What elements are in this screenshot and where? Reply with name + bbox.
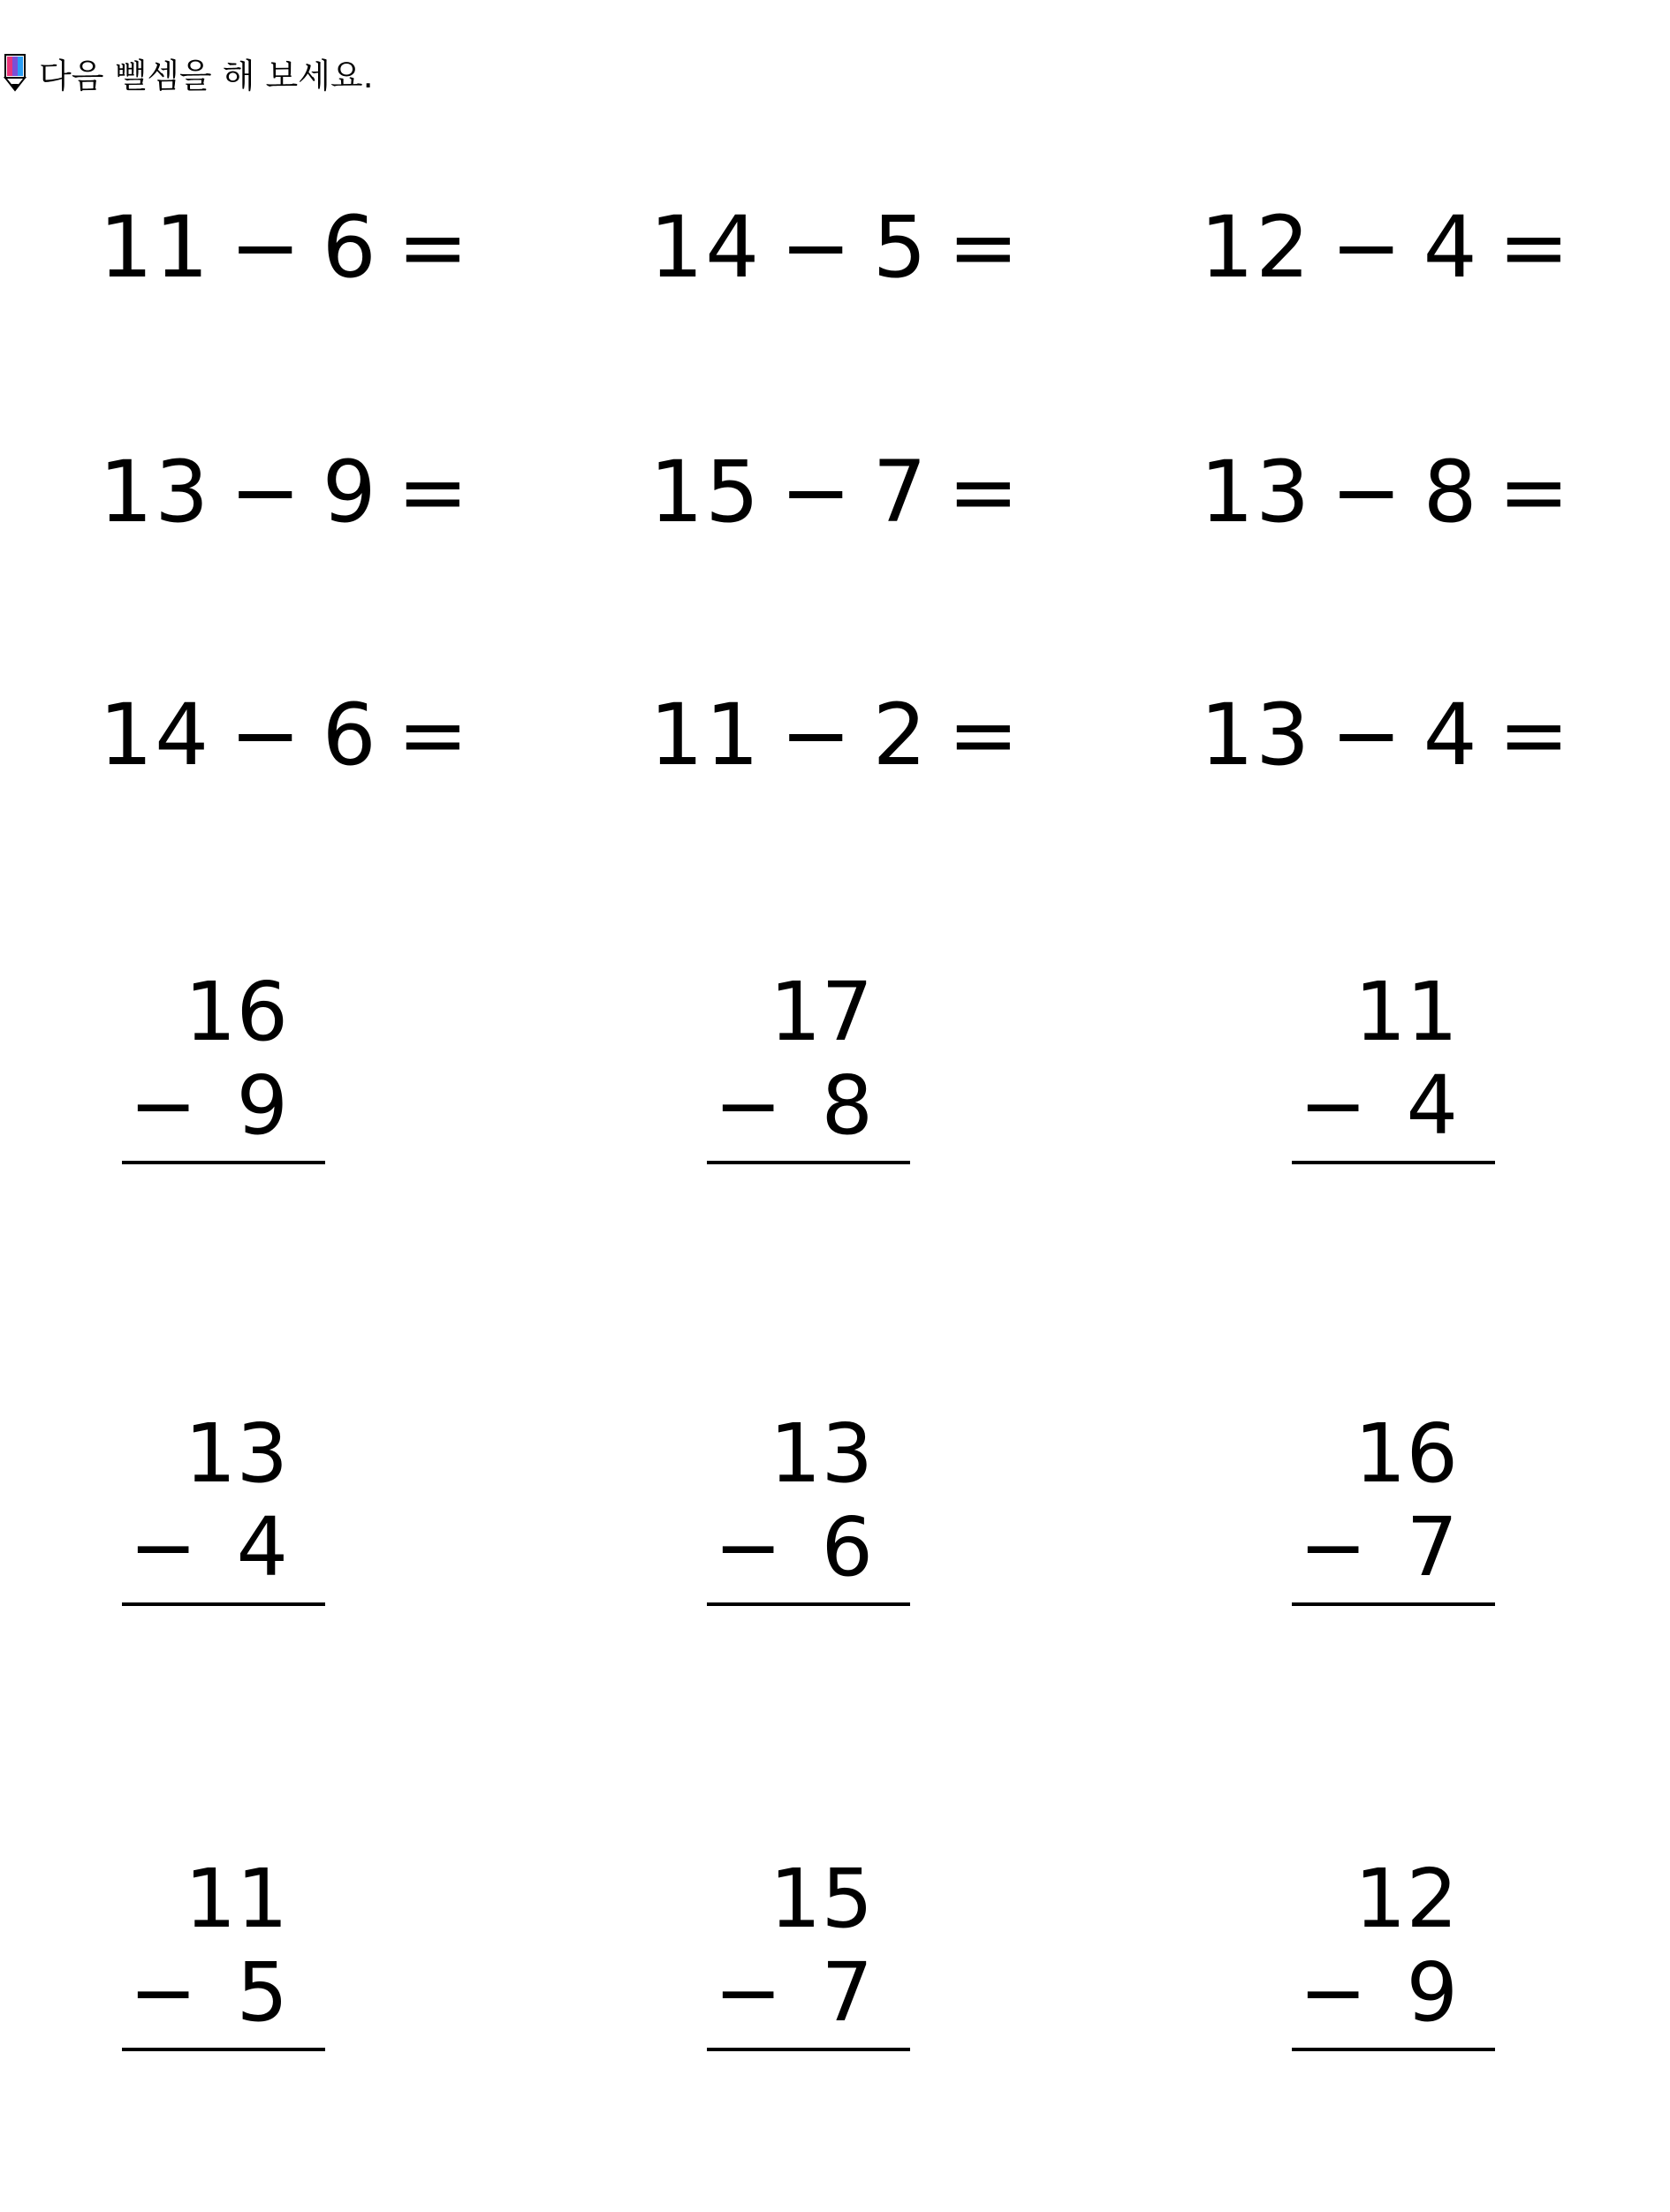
subtrahend: 4 (236, 1500, 288, 1595)
minuend: 13 (1200, 443, 1312, 542)
minus-sign: − (1299, 1500, 1368, 1595)
minuend: 12 (1354, 1852, 1458, 1946)
minus-sign: − (1299, 1058, 1368, 1153)
subtrahend: 6 (821, 1500, 873, 1595)
subtrahend: 7 (821, 1945, 873, 2040)
instruction (4, 49, 374, 95)
minus-sign: − (230, 198, 303, 297)
minuend: 13 (769, 1406, 873, 1501)
vertical-problem-8 (707, 1852, 910, 2055)
equals-sign: = (397, 443, 471, 542)
answer-line (1292, 2048, 1495, 2051)
horizontal-problem-1 (99, 194, 488, 300)
subtrahend: 5 (236, 1945, 288, 2040)
answer-line (1292, 1161, 1495, 1164)
subtrahend: 4 (1423, 198, 1479, 297)
horizontal-problem-3 (1200, 194, 1589, 300)
minuend: 11 (99, 198, 211, 297)
horizontal-problem-4 (99, 439, 488, 545)
answer-line (122, 1161, 325, 1164)
minus-sign: − (129, 1500, 198, 1595)
subtrahend: 9 (1406, 1945, 1458, 2040)
minus-sign: − (714, 1500, 783, 1595)
equals-sign: = (947, 443, 1021, 542)
vertical-problem-1 (122, 965, 325, 1168)
minus-sign: − (230, 443, 303, 542)
minus-sign: − (1331, 686, 1404, 784)
equals-sign: = (397, 198, 471, 297)
vertical-problem-7 (122, 1852, 325, 2055)
minuend: 15 (649, 443, 762, 542)
subtrahend: 8 (1423, 443, 1479, 542)
minuend: 13 (1200, 686, 1312, 784)
minus-sign: − (714, 1058, 783, 1153)
equals-sign: = (397, 686, 471, 784)
subtrahend: 5 (872, 198, 929, 297)
vertical-problem-5 (707, 1406, 910, 1610)
vertical-problem-2 (707, 965, 910, 1168)
subtrahend: 6 (322, 686, 378, 784)
answer-line (1292, 1602, 1495, 1606)
horizontal-problem-8 (649, 682, 1038, 788)
minuend: 14 (649, 198, 762, 297)
minuend: 14 (99, 686, 211, 784)
minus-sign: − (1331, 443, 1404, 542)
equals-sign: = (1498, 686, 1572, 784)
equals-sign: = (1498, 198, 1572, 297)
horizontal-problem-2 (649, 194, 1038, 300)
instruction-text: 다음 뺄셈을 해 보세요. (39, 56, 374, 95)
subtrahend: 8 (821, 1058, 873, 1153)
minus-sign: − (780, 686, 854, 784)
minus-sign: − (714, 1945, 783, 2040)
minus-sign: − (129, 1945, 198, 2040)
minuend: 13 (184, 1406, 288, 1501)
minuend: 15 (769, 1852, 873, 1946)
subtrahend: 9 (236, 1058, 288, 1153)
equals-sign: = (1498, 443, 1572, 542)
vertical-problem-4 (122, 1406, 325, 1610)
minuend: 11 (649, 686, 762, 784)
subtrahend: 7 (1406, 1500, 1458, 1595)
horizontal-problem-5 (649, 439, 1038, 545)
vertical-problem-3 (1292, 965, 1495, 1168)
subtrahend: 9 (322, 443, 378, 542)
minuend: 12 (1200, 198, 1312, 297)
minuend: 13 (99, 443, 211, 542)
subtrahend: 4 (1406, 1058, 1458, 1153)
minuend: 11 (1354, 965, 1458, 1059)
subtrahend: 2 (872, 686, 929, 784)
minus-sign: − (1299, 1945, 1368, 2040)
vertical-problem-9 (1292, 1852, 1495, 2055)
pencil-icon (4, 53, 27, 92)
subtrahend: 4 (1423, 686, 1479, 784)
minus-sign: − (129, 1058, 198, 1153)
horizontal-problem-7 (99, 682, 488, 788)
subtrahend: 6 (322, 198, 378, 297)
horizontal-problem-9 (1200, 682, 1589, 788)
equals-sign: = (947, 198, 1021, 297)
minuend: 17 (769, 965, 873, 1059)
minuend: 16 (184, 965, 288, 1059)
vertical-problem-6 (1292, 1406, 1495, 1610)
answer-line (122, 1602, 325, 1606)
minus-sign: − (1331, 198, 1404, 297)
horizontal-problem-6 (1200, 439, 1589, 545)
minuend: 11 (184, 1852, 288, 1946)
minus-sign: − (780, 443, 854, 542)
answer-line (707, 2048, 910, 2051)
answer-line (122, 2048, 325, 2051)
minus-sign: − (230, 686, 303, 784)
equals-sign: = (947, 686, 1021, 784)
subtrahend: 7 (872, 443, 929, 542)
answer-line (707, 1161, 910, 1164)
minus-sign: − (780, 198, 854, 297)
answer-line (707, 1602, 910, 1606)
minuend: 16 (1354, 1406, 1458, 1501)
